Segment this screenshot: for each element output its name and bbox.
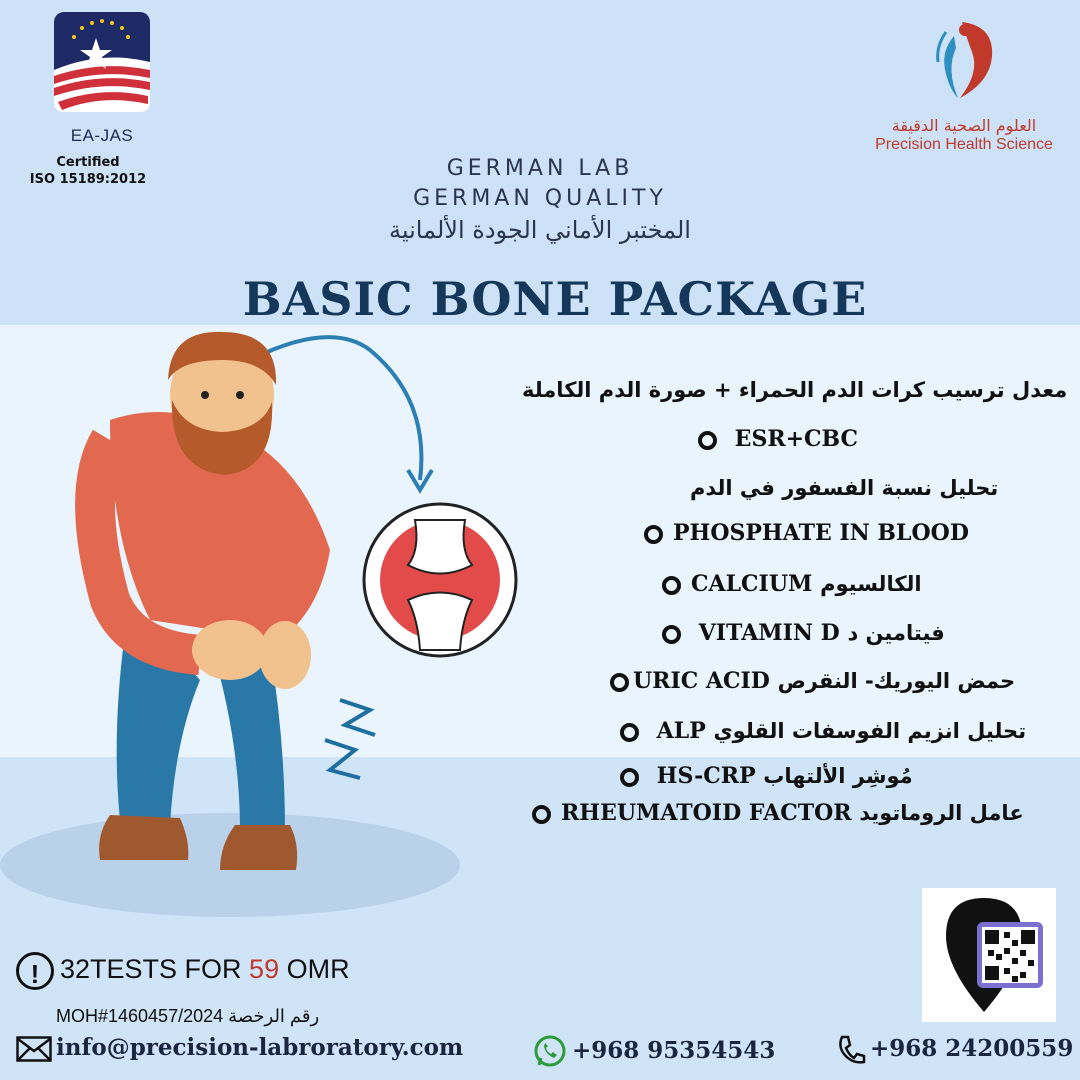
contact-email[interactable] <box>16 1034 463 1062</box>
test-label: CALCIUM <box>691 571 813 597</box>
phone-number[interactable]: +968 24200559 <box>870 1035 1074 1062</box>
bullet-icon <box>662 576 681 595</box>
test-item-esr-cbc <box>688 426 858 452</box>
test-label: URIC ACID <box>633 668 770 694</box>
bullet-icon <box>644 525 663 544</box>
offer-line <box>16 952 350 990</box>
test-label: ESR+CBC <box>734 426 859 452</box>
accreditation-certified <box>22 154 154 188</box>
contact-whatsapp[interactable] <box>532 1034 775 1070</box>
exclamation-icon: ! <box>16 952 54 990</box>
package-title: BASIC BONE PACKAGE <box>242 272 868 326</box>
offer-price: 59 <box>249 954 280 985</box>
bullet-icon <box>610 673 629 692</box>
test-label-arabic: عامل الروماتويد <box>859 801 1024 825</box>
whatsapp-icon <box>532 1034 568 1070</box>
test-label: HS-CRP <box>656 763 756 789</box>
brand-name-english: Precision Health Science <box>875 136 1053 153</box>
test-item-rheumatoid-factor <box>522 800 1024 826</box>
bullet-icon <box>532 805 551 824</box>
test-item-vitamin-d <box>652 620 945 646</box>
location-qr-code[interactable] <box>922 888 1056 1022</box>
email-address[interactable]: info@precision-labroratory.com <box>56 1034 464 1061</box>
test-label-arabic: الكالسيوم <box>820 572 922 596</box>
test-label: PHOSPHATE IN BLOOD <box>673 520 969 546</box>
headline-arabic: المختبر الأماني الجودة الألمانية <box>389 216 691 244</box>
headline-german-quality: GERMAN QUALITY <box>413 186 667 211</box>
contact-phone[interactable] <box>836 1034 1073 1066</box>
test-item-uric-acid <box>610 668 1015 694</box>
phone-icon <box>836 1034 866 1066</box>
test-label-arabic: فيتامين د <box>847 621 945 645</box>
test-label-arabic: تحليل انزيم الفوسفات القلوي <box>713 719 1027 743</box>
test-label-arabic: مُوشِر الألتهاب <box>763 764 913 788</box>
test-label: VITAMIN D <box>698 620 840 646</box>
bullet-icon <box>662 625 681 644</box>
test-phosphate-arabic: تحليل نسبة الفسفور في الدم <box>690 476 999 500</box>
iso-standard: ISO 15189:2012 <box>29 172 147 187</box>
headline-german-lab: GERMAN LAB <box>446 156 634 181</box>
brand-mark-icon <box>932 12 998 102</box>
certified-label: Certified <box>56 155 120 170</box>
license-number: MOH#1460457/2024 رقم الرخصة <box>56 1006 320 1026</box>
bullet-icon <box>620 768 639 787</box>
bullet-icon <box>698 431 717 450</box>
test-item-hs-crp <box>610 763 913 789</box>
whatsapp-number[interactable]: +968 95354543 <box>572 1037 776 1064</box>
bullet-icon <box>620 723 639 742</box>
knee-pain-illustration <box>0 320 520 920</box>
test-label: RHEUMATOID FACTOR <box>561 800 852 826</box>
test-label-arabic: حمض اليوريك- النقرص <box>777 669 1016 693</box>
mail-icon <box>16 1036 52 1062</box>
offer-currency: OMR <box>279 954 350 985</box>
test-esr-cbc-arabic: معدل ترسيب كرات الدم الحمراء + صورة الدم الكاملة <box>522 378 1068 402</box>
ea-jas-logo <box>52 10 152 122</box>
test-item-calcium <box>652 571 922 597</box>
accreditation-name: EA-JAS <box>70 126 134 145</box>
brand-logo <box>864 12 1064 152</box>
brand-name-arabic: العلوم الصحية الدقيقة <box>891 116 1037 135</box>
test-item-alp <box>610 718 1026 744</box>
test-label: ALP <box>656 718 706 744</box>
test-item-phosphate <box>634 520 969 546</box>
offer-prefix: 32TESTS FOR <box>60 954 250 985</box>
